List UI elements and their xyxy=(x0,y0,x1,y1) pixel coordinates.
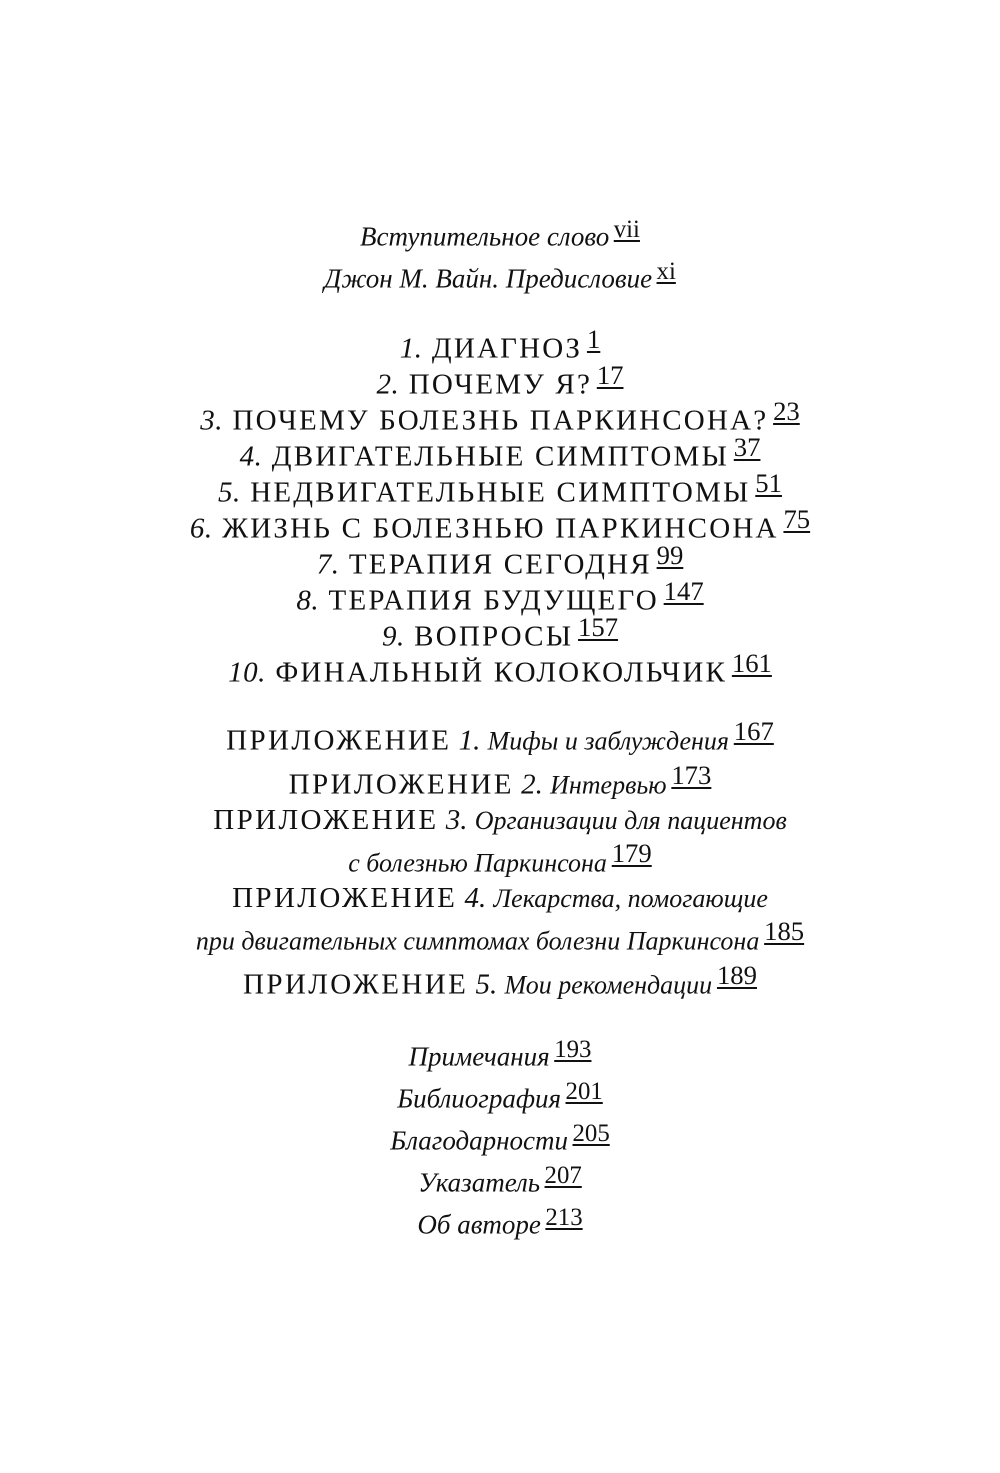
chapter-title: ЖИЗНЬ С БОЛЕЗНЬЮ ПАРКИНСОНА xyxy=(222,512,779,545)
appendix-title: Мои рекомендации xyxy=(504,970,713,1000)
toc-back-entry-acknowledgements[interactable] xyxy=(0,1122,1000,1155)
toc-page-number: 213 xyxy=(545,1204,583,1231)
appendix-title-continued: при двигательных симптомах болезни Паркинсона xyxy=(195,926,760,956)
appendix-label: ПРИЛОЖЕНИЕ xyxy=(213,804,439,836)
toc-front-entry-foreword[interactable] xyxy=(0,260,1000,293)
appendix-label: ПРИЛОЖЕНИЕ xyxy=(226,724,452,757)
toc-chapter-5[interactable] xyxy=(0,470,1000,507)
toc-page-number: 167 xyxy=(733,716,774,746)
toc-appendix-4[interactable] xyxy=(0,884,1000,913)
toc-page-number: 173 xyxy=(671,760,712,790)
chapter-number: 3. xyxy=(200,404,223,437)
chapter-number: 5. xyxy=(218,476,241,509)
appendix-label: ПРИЛОЖЕНИЕ xyxy=(288,768,514,801)
chapter-number: 4. xyxy=(239,440,263,473)
appendix-title: Организации для пациентов xyxy=(474,806,787,835)
toc-entry-title: Примечания xyxy=(408,1041,550,1072)
toc-chapter-10[interactable] xyxy=(0,650,1000,687)
toc-page-number: 37 xyxy=(733,432,761,462)
toc-page-number: 17 xyxy=(596,360,624,390)
toc-back-entry-about-author[interactable] xyxy=(0,1206,1000,1239)
appendix-label: ПРИЛОЖЕНИЕ xyxy=(243,968,469,1001)
toc-appendix-3-continued[interactable] xyxy=(0,840,1000,877)
toc-page-number: 1 xyxy=(586,324,601,354)
chapter-number: 10. xyxy=(228,656,266,689)
appendix-number: 5. xyxy=(475,968,498,1001)
toc-chapter-8[interactable] xyxy=(0,578,1000,615)
toc-entry-title: Вступительное слово xyxy=(360,221,610,252)
toc-back-entry-bibliography[interactable] xyxy=(0,1080,1000,1113)
appendix-title: Мифы и заблуждения xyxy=(487,726,729,756)
appendix-title-continued: с болезнью Паркинсона xyxy=(348,848,607,878)
toc-page-number: 51 xyxy=(755,468,782,498)
toc-entry-title: Указатель xyxy=(418,1167,541,1198)
toc-entry-title: Благодарности xyxy=(390,1125,569,1156)
toc-chapter-6[interactable] xyxy=(0,506,1000,543)
chapter-number: 2. xyxy=(376,368,400,401)
chapter-title: ПОЧЕМУ БОЛЕЗНЬ ПАРКИНСОНА? xyxy=(232,404,769,437)
toc-back-entry-index[interactable] xyxy=(0,1164,1000,1197)
toc-page-number: vii xyxy=(613,216,640,243)
toc-page-number: 179 xyxy=(611,838,652,868)
chapter-title: ДВИГАТЕЛЬНЫЕ СИМПТОМЫ xyxy=(271,440,729,473)
toc-page-number: 75 xyxy=(783,504,811,534)
appendix-number: 1. xyxy=(458,724,481,757)
toc-appendix-1[interactable] xyxy=(0,718,1000,755)
toc-chapter-2[interactable] xyxy=(0,362,1000,399)
toc-chapter-1[interactable] xyxy=(0,326,1000,363)
toc-page-number: 147 xyxy=(663,576,704,606)
chapter-title: ТЕРАПИЯ СЕГОДНЯ xyxy=(348,548,652,581)
toc-page-number: 157 xyxy=(578,612,619,642)
toc-page-number: 189 xyxy=(716,960,757,990)
toc-page-number: 201 xyxy=(565,1078,603,1105)
appendix-title: Интервью xyxy=(550,770,667,800)
chapter-number: 7. xyxy=(316,548,340,581)
chapter-number: 9. xyxy=(381,620,405,653)
toc-chapter-7[interactable] xyxy=(0,542,1000,579)
toc-page-number: 161 xyxy=(731,648,772,678)
toc-chapter-3[interactable] xyxy=(0,398,1000,435)
toc-back-entry-notes[interactable] xyxy=(0,1038,1000,1071)
toc-front-entry-introduction[interactable] xyxy=(0,218,1000,251)
chapter-title: ПОЧЕМУ Я? xyxy=(408,368,593,401)
toc-page-number: xi xyxy=(656,258,676,285)
appendix-label: ПРИЛОЖЕНИЕ xyxy=(232,882,458,914)
chapter-title: НЕДВИГАТЕЛЬНЫЕ СИМПТОМЫ xyxy=(250,476,751,509)
toc-chapter-4[interactable] xyxy=(0,434,1000,471)
chapter-title: ТЕРАПИЯ БУДУЩЕГО xyxy=(328,584,659,617)
toc-appendix-3[interactable] xyxy=(0,806,1000,835)
toc-entry-title: Библиография xyxy=(397,1083,562,1114)
chapter-title: ФИНАЛЬНЫЙ КОЛОКОЛЬЧИК xyxy=(275,656,728,689)
toc-chapter-9[interactable] xyxy=(0,614,1000,651)
toc-appendix-2[interactable] xyxy=(0,762,1000,799)
chapter-title: ДИАГНОЗ xyxy=(431,332,583,365)
toc-entry-title: Об авторе xyxy=(417,1209,541,1240)
toc-page-number: 99 xyxy=(656,540,684,570)
appendix-title: Лекарства, помогающие xyxy=(493,884,768,913)
appendix-number: 3. xyxy=(445,804,468,836)
appendix-number: 4. xyxy=(464,882,487,914)
toc-entry-title: Джон М. Вайн. Предисловие xyxy=(324,263,653,294)
appendix-number: 2. xyxy=(521,768,543,801)
chapter-number: 8. xyxy=(296,584,320,617)
toc-appendix-4-continued[interactable] xyxy=(0,918,1000,955)
toc-page-number: 185 xyxy=(764,916,805,946)
chapter-number: 6. xyxy=(189,512,213,545)
toc-page-number: 207 xyxy=(544,1162,582,1189)
chapter-number: 1. xyxy=(399,332,423,365)
toc-page-number: 205 xyxy=(572,1120,610,1147)
toc-appendix-5[interactable] xyxy=(0,962,1000,999)
chapter-title: ВОПРОСЫ xyxy=(414,620,574,653)
toc-page-number: 193 xyxy=(554,1036,592,1063)
toc-page-number: 23 xyxy=(773,396,800,426)
